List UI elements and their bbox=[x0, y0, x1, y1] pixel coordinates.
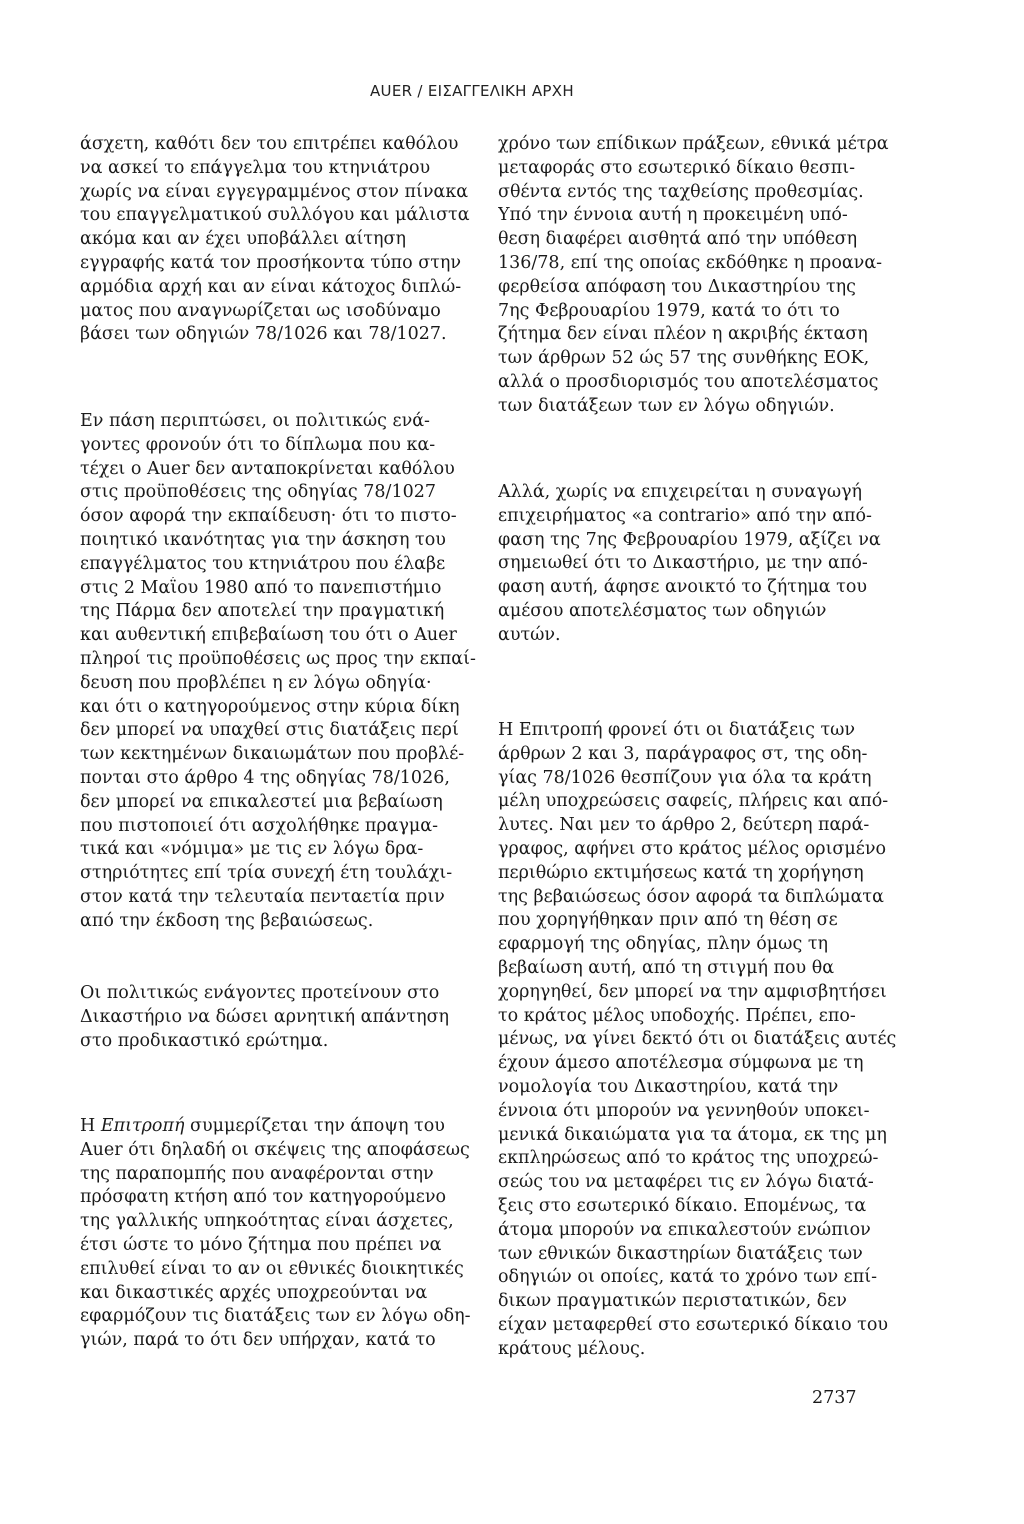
text-line: 7ης Φεβρουαρίου 1979, κατά το ότι το bbox=[498, 300, 840, 321]
text-line: στο προδικαστικό ερώτημα. bbox=[80, 1030, 329, 1051]
text-line: Αλλά, χωρίς να επιχειρείται η συναγωγή bbox=[498, 482, 863, 502]
left-paragraph-2 bbox=[80, 410, 476, 934]
text-line: Auer ότι δηλαδή οι σκέψεις της αποφάσεως bbox=[80, 1139, 470, 1160]
text-line: ποιητικό ικανότητας για την άσκηση του bbox=[80, 529, 446, 550]
text-line: μενικά δικαιώματα για τα άτομα, εκ της μη bbox=[498, 1124, 887, 1145]
left-paragraph-1 bbox=[80, 133, 470, 347]
text-line: στις προϋποθέσεις της οδηγίας 78/1027 bbox=[80, 482, 436, 503]
left-paragraph-4 bbox=[80, 1115, 471, 1353]
text-line: μεταφοράς στο εσωτερικό δίκαιο θεσπι- bbox=[498, 157, 856, 178]
text-line: μένως, να γίνει δεκτό ότι οι διατάξεις αυτές bbox=[498, 1029, 897, 1050]
text-line: λυτες. Ναι μεν το άρθρο 2, δεύτερη παρά- bbox=[498, 815, 870, 836]
text-line: βεβαίωση αυτή, από τη στιγμή που θα bbox=[498, 957, 835, 978]
text-line: εκπληρώσεως από το κράτος της υποχρεώ- bbox=[498, 1148, 879, 1169]
text-line: χρόνο των επίδικων πράξεων, εθνικά μέτρα bbox=[498, 134, 889, 154]
text-line: σθέντα εντός της ταχθείσης προθεσμίας. bbox=[498, 181, 864, 202]
text-line: ζήτημα δεν είναι πλέον η ακριβής έκταση bbox=[498, 324, 868, 345]
page-number: 2737 bbox=[812, 1388, 857, 1408]
text-line: Υπό την έννοια αυτή η προκειμένη υπό- bbox=[498, 205, 848, 226]
text-fragment: Η bbox=[80, 1116, 101, 1136]
text-line: βάσει των οδηγιών 78/1026 και 78/1027. bbox=[80, 324, 447, 345]
text-line: περιθώριο εκτιμήσεως κατά τη χορήγηση bbox=[498, 862, 864, 883]
text-line: δεν μπορεί να υπαχθεί στις διατάξεις περί bbox=[80, 720, 459, 741]
text-line: νομολογία του Δικαστηρίου, κατά την bbox=[498, 1076, 839, 1097]
text-line: επιλυθεί είναι το αν οι εθνικές διοικητικές bbox=[80, 1258, 464, 1279]
text-line: Εν πάση περιπτώσει, οι πολιτικώς ενά- bbox=[80, 411, 430, 431]
text-line: πονται στο άρθρο 4 της οδηγίας 78/1026, bbox=[80, 767, 450, 788]
text-line: γοντες φρονούν ότι το δίπλωμα που κα- bbox=[80, 434, 436, 455]
text-line: και αυθεντική επιβεβαίωση του ότι ο Auer bbox=[80, 625, 457, 646]
text-line: της Πάρμα δεν αποτελεί την πραγματική bbox=[80, 601, 445, 622]
text-line: τέχει ο Auer δεν ανταποκρίνεται καθόλου bbox=[80, 458, 455, 479]
text-line: και ότι ο κατηγορούμενος στην κύρια δίκη bbox=[80, 696, 460, 717]
text-line: σεώς του να μεταφέρει τις εν λόγω διατά- bbox=[498, 1172, 874, 1193]
text-line: αυτών. bbox=[498, 624, 561, 645]
text-line: Η Επιτροπή φρονεί ότι οι διατάξεις των bbox=[498, 720, 856, 740]
text-line: γιών, παρά το ότι δεν υπήρχαν, κατά το bbox=[80, 1330, 436, 1351]
text-line: από την έκδοση της βεβαιώσεως. bbox=[80, 910, 374, 931]
text-line: όσον αφορά την εκπαίδευση· ότι το πιστο- bbox=[80, 506, 457, 527]
text-line: το κράτος μέλος υποδοχής. Πρέπει, επο- bbox=[498, 1005, 856, 1026]
text-line: αμέσου αποτελέσματος των οδηγιών bbox=[498, 600, 827, 621]
text-line: μέλη υποχρεώσεις σαφείς, πλήρεις και από- bbox=[498, 791, 889, 812]
right-paragraph-2 bbox=[498, 481, 881, 648]
text-line: χωρίς να είναι εγγεγραμμένος στον πίνακα bbox=[80, 181, 469, 202]
text-line: φαση της 7ης Φεβρουαρίου 1979, αξίζει να bbox=[498, 529, 881, 550]
text-line: γραφος, αφήνει στο κράτος μέλος ορισμένο bbox=[498, 838, 886, 859]
text-line: ματος που αναγνωρίζεται ως ισοδύναμο bbox=[80, 300, 441, 321]
text-line: αλλά ο προσδιορισμός του αποτελέσματος bbox=[498, 371, 879, 392]
left-paragraph-3 bbox=[80, 982, 449, 1053]
text-line: του επαγγελματικού συλλόγου και μάλιστα bbox=[80, 205, 470, 226]
text-line: της παραπομπής που αναφέρονται στην bbox=[80, 1163, 434, 1184]
text-line: δευση που προβλέπει η εν λόγω οδηγία· bbox=[80, 672, 432, 693]
text-line: φερθείσα απόφαση του Δικαστηρίου της bbox=[498, 276, 856, 297]
text-line: κράτους μέλους. bbox=[498, 1338, 646, 1359]
text-line: ξεις στο εσωτερικό δίκαιο. Επομένως, τα bbox=[498, 1195, 867, 1216]
text-line: επαγγέλματος του κτηνιάτρου που έλαβε bbox=[80, 553, 446, 574]
text-line: δικων πραγματικών περιστατικών, δεν bbox=[498, 1291, 847, 1312]
text-line: άρθρων 2 και 3, παράγραφος στ, της οδη- bbox=[498, 743, 868, 764]
text-line: εφαρμογή της οδηγίας, πλην όμως τη bbox=[498, 934, 828, 955]
running-head: AUER / ΕΙΣΑΓΓΕΛΙΚΗ ΑΡΧΗ bbox=[370, 82, 574, 100]
text-line bbox=[80, 1115, 471, 1139]
text-line: της βεβαιώσεως όσον αφορά τα διπλώματα bbox=[498, 886, 884, 907]
text-line: και δικαστικές αρχές υποχρεούνται να bbox=[80, 1282, 428, 1303]
text-line: των κεκτημένων δικαιωμάτων που προβλέ- bbox=[80, 744, 465, 765]
text-line: της γαλλικής υπηκοότητας είναι άσχετες, bbox=[80, 1211, 454, 1232]
text-line: σημειωθεί ότι το Δικαστήριο, με την από- bbox=[498, 553, 868, 574]
text-fragment: συμμερίζεται την άποψη του bbox=[184, 1116, 445, 1136]
text-line: άσχετη, καθότι δεν του επιτρέπει καθόλου bbox=[80, 134, 459, 154]
text-line: πληροί τις προϋποθέσεις ως προς την εκπαί- bbox=[80, 648, 476, 669]
text-line: 136/78, επί της οποίας εκδόθηκε η προανα- bbox=[498, 252, 883, 273]
text-line: έχουν άμεσο αποτέλεσμα σύμφωνα με τη bbox=[498, 1053, 864, 1074]
text-line: οδηγιών οι οποίες, κατά το χρόνο των επί- bbox=[498, 1267, 877, 1288]
text-line: δεν μπορεί να επικαλεστεί μια βεβαίωση bbox=[80, 791, 443, 812]
text-line: τικά και «νόμιμα» με τις εν λόγω δρα- bbox=[80, 839, 424, 860]
text-line: να ασκεί το επάγγελμα του κτηνιάτρου bbox=[80, 157, 431, 178]
text-line: έννοια ότι μπορούν να γεννηθούν υποκει- bbox=[498, 1100, 870, 1121]
text-line: έτσι ώστε το μόνο ζήτημα που πρέπει να bbox=[80, 1234, 442, 1255]
text-line: είχαν μεταφερθεί στο εσωτερικό δίκαιο του bbox=[498, 1314, 889, 1335]
text-line: που χορηγήθηκαν πριν από τη θέση σε bbox=[498, 910, 838, 931]
text-line: εγγραφής κατά τον προσήκοντα τύπο στην bbox=[80, 252, 462, 273]
text-line: Οι πολιτικώς ενάγοντες προτείνουν στο bbox=[80, 983, 440, 1003]
text-line: που πιστοποιεί ότι ασχολήθηκε πραγμα- bbox=[80, 815, 439, 836]
text-line: στον κατά την τελευταία πενταετία πριν bbox=[80, 886, 445, 907]
text-line: των διατάξεων των εν λόγω οδηγιών. bbox=[498, 395, 835, 416]
text-line: Δικαστήριο να δώσει αρνητική απάντηση bbox=[80, 1006, 450, 1027]
text-line: στηριότητες επί τρία συνεχή έτη τουλάχι- bbox=[80, 863, 453, 884]
right-paragraph-3 bbox=[498, 719, 896, 1362]
text-line: ακόμα και αν έχει υποβάλλει αίτηση bbox=[80, 229, 406, 250]
text-line: επιχειρήματος «a contrario» από την από- bbox=[498, 505, 872, 526]
text-line: στις 2 Μαΐου 1980 από το πανεπιστήμιο bbox=[80, 577, 442, 598]
italic-term: Επιτροπή bbox=[100, 1116, 185, 1136]
text-line: πρόσφατη κτήση από τον κατηγορούμενο bbox=[80, 1187, 446, 1208]
text-line: θεση διαφέρει αισθητά από την υπόθεση bbox=[498, 229, 858, 250]
text-line: των άρθρων 52 ώς 57 της συνθήκης ΕΟΚ, bbox=[498, 348, 870, 369]
text-line: χορηγηθεί, δεν μπορεί να την αμφισβητήσει bbox=[498, 981, 887, 1002]
text-line: εφαρμόζουν τις διατάξεις των εν λόγω οδη- bbox=[80, 1306, 471, 1327]
right-paragraph-1 bbox=[498, 133, 889, 419]
text-line: φαση αυτή, άφησε ανοικτό το ζήτημα του bbox=[498, 577, 868, 598]
text-line: άτομα μπορούν να επικαλεστούν ενώπιον bbox=[498, 1219, 871, 1240]
text-line: γίας 78/1026 θεσπίζουν για όλα τα κράτη bbox=[498, 767, 872, 788]
text-line: των εθνικών δικαστηρίων διατάξεις των bbox=[498, 1243, 863, 1264]
text-line: αρμόδια αρχή και αν είναι κάτοχος διπλώ- bbox=[80, 276, 462, 297]
